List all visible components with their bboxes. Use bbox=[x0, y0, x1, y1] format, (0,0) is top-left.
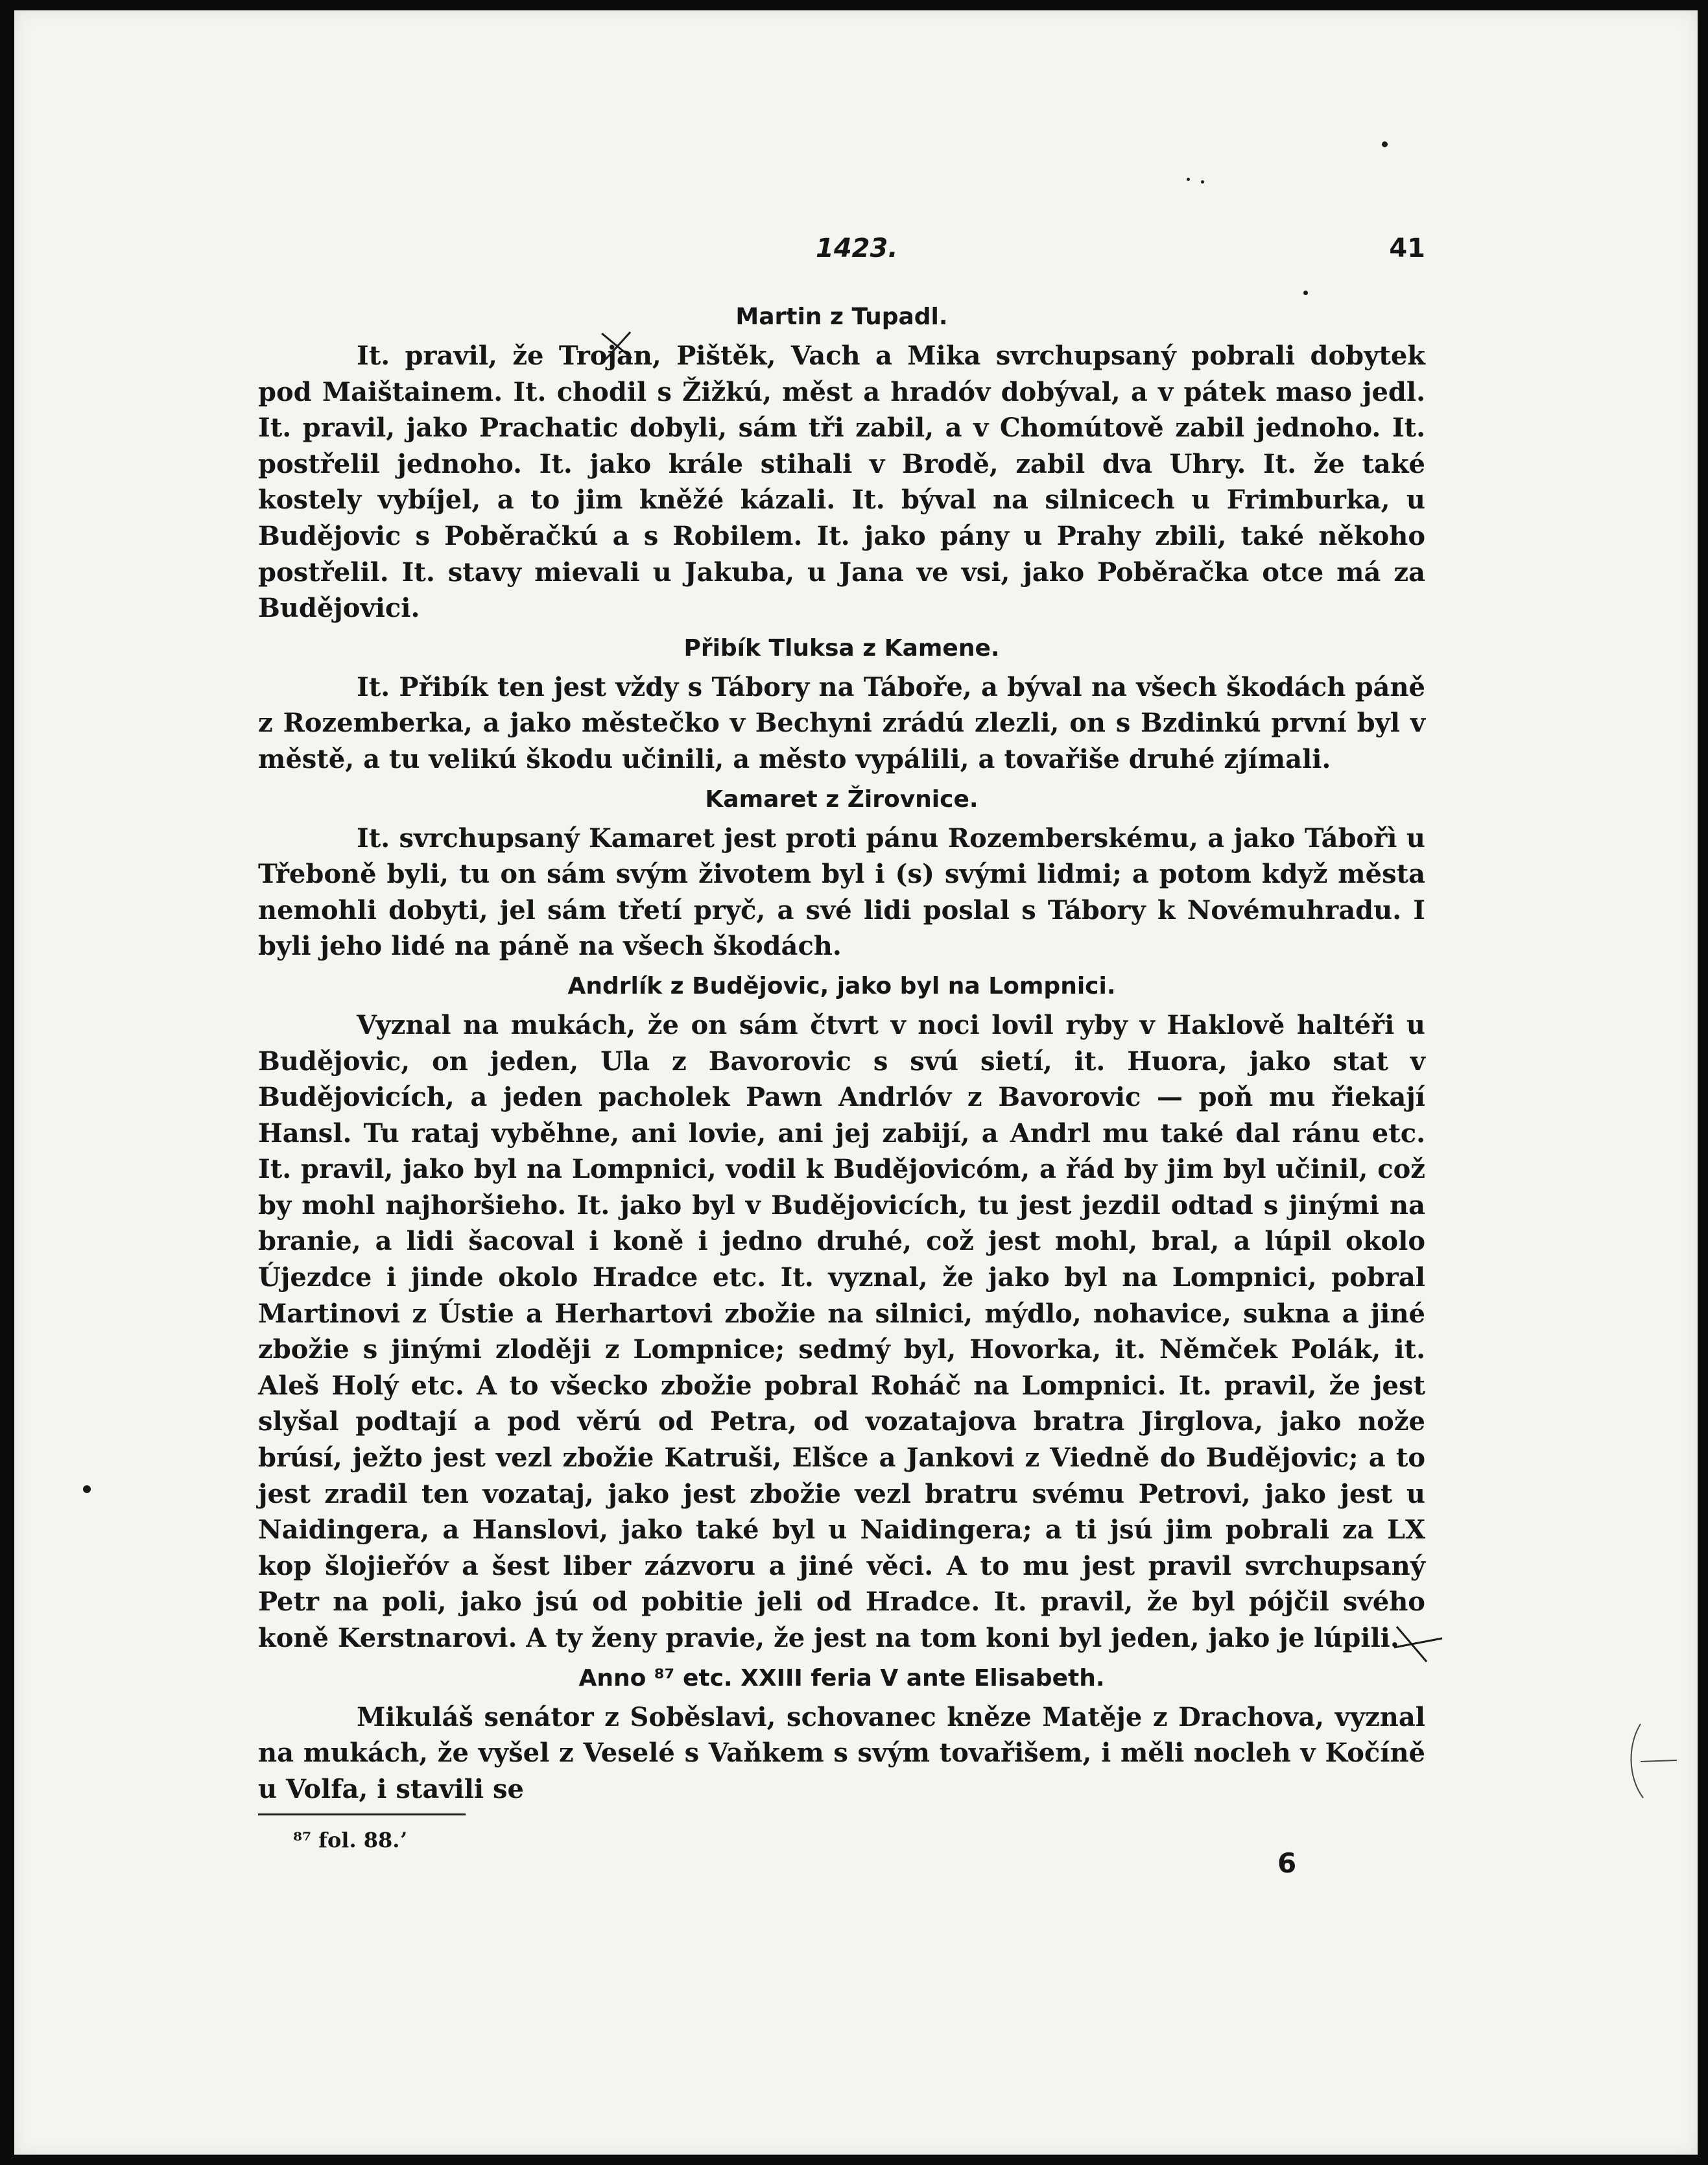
scan-speck bbox=[1382, 141, 1388, 147]
scan-speck bbox=[1303, 291, 1308, 295]
scan-speck bbox=[1201, 180, 1204, 184]
running-head-year: 1423. bbox=[816, 233, 898, 263]
section-paragraph: Vyznal na mukách, že on sám čtvrt v noci lovil ryby v Haklově haltéři u Budějovic, on jeden, Ula z Bavorovic s svú sietí, it. Huora, jako stat v Budějovicích, a jeden pacholek Pawn Andrlóv z Bavorovic — poň mu řiekají Hansl. Tu rataj vyběhne, ani lovie, ani jej zabijí, a Andrl mu také dal ránu etc. It. pravil, jako byl na Lompnici, vodil k Budějovicóm, a řád by jim byl učinil, což by mohl najhoršieho. It. jako byl v Budějovicích, tu jest jezdil odtad s jinými na branie, a lidi šacoval i koně i jedno druhé, což jest mohl, bral, a lúpil okolo Újezdce i jinde okolo Hradce etc. It. vyznal, že jako byl na Lompnici, pobral Martinovi z Ústie a Herhartovi zbožie na silnici, mýdlo, nohavice, sukna a jiné zbožie s jinými zloději z Lompnice; sedmý byl, Hovorka, it. Němček Polák, it. Aleš Holý etc. A to všecko zbožie pobral Roháč na Lompnici. It. pravil, že jest slyšal podtají a pod věrú od Petra, od vozatajova bratra Jirglova, jako nože brúsí, ježto jest vezl zbožie Katruši, Elšce a Jankovi z Viedně do Budějovic; a to jest zradil ten vozataj, jako jest zbožie vezl bratru svému Petrovi, jako jest u Naidingera, a Hanslovi, jako také byl u Naidingera; a ti jsú jim pobrali za LX kop šlojieřóv a šest liber zázvoru a jiné věci. A to mu jest pravil svrchupsaný Petr na poli, jako jsú od pobitie jeli od Hradce. It. pravil, že byl pójčil svého koně Kerstnarovi. A ty ženy pravie, že jest na tom koni byl jeden, jako je lúpili. bbox=[258, 1009, 1425, 1653]
section-pribik bbox=[258, 627, 1425, 778]
section-paragraph: It. pravil, že Trojan, Pištěk, Vach a Mika svrchupsaný pobrali dobytek pod Maištainem. It. chodil s Žižkú, měst a hradóv dobýval, a v pátek maso jedl. It. pravil, jako Prachatic dobyli, sám tři zabil, a v Chomútově zabil jednoho. It. postřelil jednoho. It. jako krále stihali v Brodě, zabil dva Uhry. It. že také kostely vybíjel, a to jim kněžé kázali. It. býval na silnicech u Frimburka, u Budějovic s Poběračkú a s Robilem. It. jako pány u Prahy zbili, také někoho postřelil. It. stavy mievali u Jakuba, u Jana ve vsi, jako Poběračka otce má za Budějovici. bbox=[258, 341, 1425, 624]
section-paragraph: It. svrchupsaný Kamaret jest proti pánu Rozemberskému, a jako Tábořì u Třeboně byli, tu on sám svým životem byl i (s) svými lidmi; a potom když města nemohli dobyti, jel sám třetí pryč, a své lidi poslal s Tábory k Novémuhradu. I byli jeho lidé na páně na všech škodách. bbox=[258, 822, 1425, 962]
section-paragraph: Mikuláš senátor z Soběslavi, schovanec kněze Matěje z Drachova, vyznal na mukách, že vyšel z Veselé s Vaňkem s svým tovařišem, i měli nocleh v Kočíně u Volfa, i stavili se bbox=[258, 1701, 1425, 1804]
section-heading: Andrlík z Budějovic, jako byl na Lompnici. bbox=[567, 972, 1116, 999]
section-heading: Anno ⁸⁷ etc. XXIII feria V ante Elisabeth. bbox=[578, 1664, 1105, 1692]
footnote: ⁸⁷ fol. 88.ʼ bbox=[293, 1828, 407, 1852]
pencil-cross-mark-top bbox=[598, 329, 637, 362]
section-heading: Kamaret z Žirovnice. bbox=[705, 785, 979, 813]
section-heading: Martin z Tupadl. bbox=[735, 304, 948, 330]
section-anno bbox=[258, 1657, 1425, 1808]
section-kamaret bbox=[258, 778, 1425, 964]
signature-mark: 6 bbox=[1277, 1847, 1297, 1879]
pencil-cross-mark-bottom bbox=[1388, 1621, 1446, 1667]
scan-speck bbox=[83, 1485, 91, 1493]
page-number: 41 bbox=[1389, 233, 1425, 263]
section-andrlik bbox=[258, 964, 1425, 1657]
document-body bbox=[258, 295, 1425, 1807]
scan-speck bbox=[1187, 178, 1190, 181]
section-heading: Přibík Tluksa z Kamene. bbox=[683, 634, 1000, 662]
footnote-rule bbox=[258, 1813, 466, 1815]
running-head bbox=[258, 233, 1425, 272]
margin-bracket-mark bbox=[1602, 1719, 1679, 1803]
section-martin bbox=[258, 295, 1425, 627]
section-paragraph: It. Přibík ten jest vždy s Tábory na Táboře, a býval na všech škodách páně z Rozemberka, a jako městečko v Bechyni zrádú zlezli, on s Bzdinkú první byl v městě, a tu velikú škodu učinili, a město vypálili, a tovařiše druhé zjímali. bbox=[258, 671, 1425, 774]
